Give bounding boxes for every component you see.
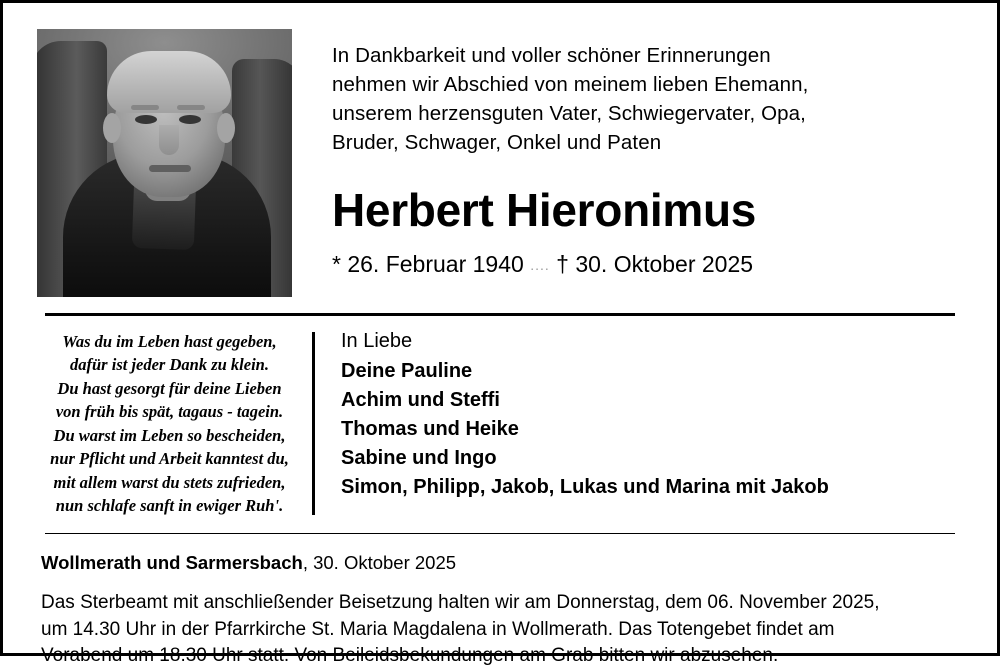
obituary-header [37, 29, 963, 297]
divider-horizontal-bottom [45, 533, 955, 534]
verse-line: Du hast gesorgt für deine Lieben [57, 378, 282, 398]
verse-line: von früh bis spät, tagaus - tagein. [55, 402, 284, 422]
photo-eyebrow-left [131, 105, 159, 110]
verse-line: Was du im Leben hast gegeben, [62, 332, 277, 351]
intro-text [332, 41, 963, 157]
photo-mouth [149, 165, 191, 172]
funeral-notice [37, 590, 963, 669]
verse-line: nur Pflicht und Arbeit kanntest du, [50, 449, 289, 469]
intro-line: nehmen wir Abschied von meinem lieben Ehemann, [332, 73, 809, 97]
mourner-name: Deine Pauline [341, 360, 473, 382]
portrait-photo [37, 29, 292, 297]
birth-symbol: * [332, 251, 341, 278]
photo-eye-right [179, 115, 201, 124]
intro-line: unserem herzensguten Vater, Schwiegervater, Opa, [332, 102, 806, 126]
photo-hair [107, 51, 231, 113]
memorial-verse [37, 330, 312, 517]
place-and-date [37, 552, 963, 574]
deceased-name: Herbert Hieronimus [332, 184, 757, 237]
mourner-name: Sabine und Ingo [341, 447, 497, 469]
photo-ear-left [103, 113, 121, 143]
middle-section [37, 330, 963, 517]
birth-date: 26. Februar 1940 [347, 251, 524, 278]
verse-line: nun schlafe sanft in ewiger Ruh'. [55, 495, 284, 515]
photo-ear-right [217, 113, 235, 143]
verse-line: dafür ist jeder Dank zu klein. [70, 355, 269, 375]
intro-line: Bruder, Schwager, Onkel und Paten [332, 131, 662, 155]
divider-horizontal-top [45, 313, 955, 316]
mourner-name: Achim und Steffi [341, 389, 500, 411]
notice-line: Das Sterbeamt mit anschließender Beisetzung halten wir am Donnerstag, dem 06. November 2025, [41, 592, 880, 614]
death-date: 30. Oktober 2025 [575, 251, 754, 278]
photo-nose [159, 125, 179, 155]
photo-eyebrow-right [177, 105, 205, 110]
notice-line: um 14.30 Uhr in der Pfarrkirche St. Maria Magdalena in Wollmerath. Das Totengebet findet am [41, 618, 835, 640]
header-text-block [292, 29, 963, 278]
mourners-lead: In Liebe [341, 330, 413, 352]
mourners-list [315, 330, 963, 517]
death-symbol: † [556, 251, 569, 278]
place-name: Wollmerath und Sarmersbach [41, 552, 303, 574]
place-date: , 30. Oktober 2025 [302, 552, 457, 574]
verse-line: Du warst im Leben so bescheiden, [53, 425, 286, 445]
intro-line: In Dankbarkeit und voller schöner Erinnerungen [332, 44, 771, 67]
life-dates [332, 251, 963, 278]
verse-line: mit allem warst du stets zufrieden, [53, 472, 286, 492]
photo-eye-left [135, 115, 157, 124]
mourner-name: Simon, Philipp, Jakob, Lukas und Marina mit Jakob [341, 476, 829, 498]
mourner-name: Thomas und Heike [341, 418, 519, 440]
notice-line: Vorabend um 18.30 Uhr statt. Von Beileidsbekundungen am Grab bitten wir abzusehen. [41, 644, 779, 666]
date-separator: .... [530, 257, 550, 274]
